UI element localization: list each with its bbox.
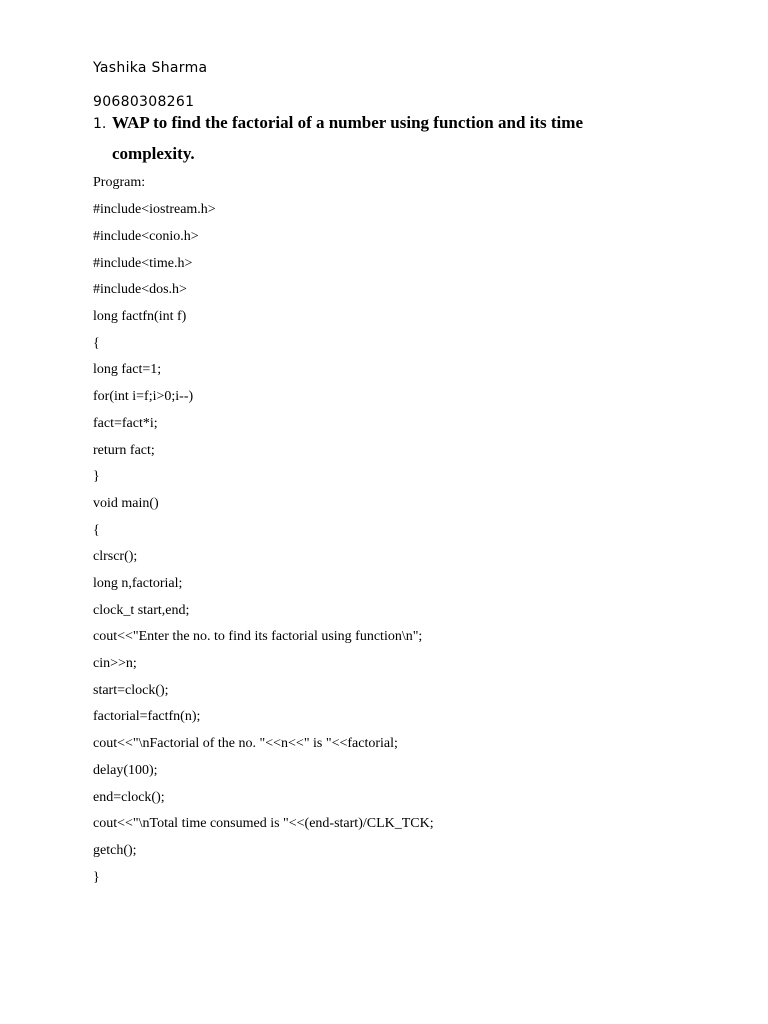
code-line: getch(); [93, 843, 137, 858]
roll-number: 90680308261 [93, 94, 195, 110]
code-line: clrscr(); [93, 549, 138, 564]
code-line: end=clock(); [93, 790, 165, 805]
code-line: #include<conio.h> [93, 229, 199, 244]
code-line: delay(100); [93, 763, 158, 778]
code-line: long n,factorial; [93, 576, 183, 591]
author-name: Yashika Sharma [93, 60, 208, 76]
code-line: return fact; [93, 443, 155, 458]
question-text-line-2: complexity. [112, 144, 195, 163]
question-text-line-1: WAP to find the factorial of a number using function and its time [112, 113, 583, 132]
question-number: 1. [93, 116, 107, 132]
code-line: clock_t start,end; [93, 603, 190, 618]
code-line: { [93, 336, 100, 351]
code-line: #include<time.h> [93, 256, 193, 271]
code-line: factorial=factfn(n); [93, 709, 201, 724]
code-line: void main() [93, 496, 159, 511]
code-line: { [93, 523, 100, 538]
code-line: cout<<"\nTotal time consumed is "<<(end-start)/CLK_TCK; [93, 816, 434, 831]
code-line: cin>>n; [93, 656, 137, 671]
code-line: start=clock(); [93, 683, 169, 698]
code-line: #include<iostream.h> [93, 202, 216, 217]
code-line: cout<<"Enter the no. to find its factorial using function\n"; [93, 629, 423, 644]
code-line: long fact=1; [93, 362, 162, 377]
code-line: cout<<"\nFactorial of the no. "<<n<<" is "<<factorial; [93, 736, 398, 751]
code-line: fact=fact*i; [93, 416, 158, 431]
code-line: } [93, 469, 100, 484]
code-line: } [93, 870, 100, 885]
program-label: Program: [93, 175, 146, 190]
code-line: for(int i=f;i>0;i--) [93, 389, 194, 404]
code-line: #include<dos.h> [93, 282, 187, 297]
code-line: long factfn(int f) [93, 309, 187, 324]
